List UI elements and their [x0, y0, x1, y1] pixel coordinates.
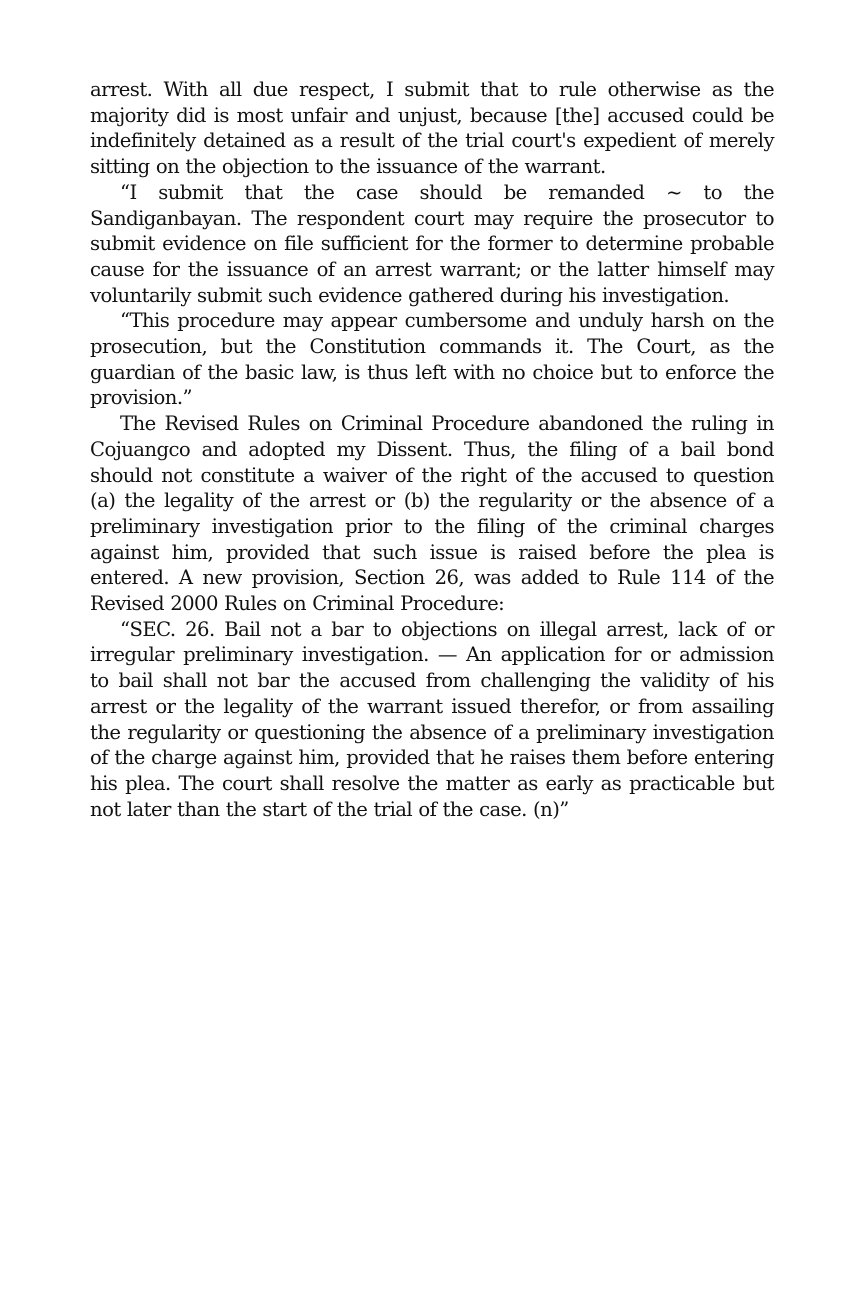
paragraph-section-26: “SEC. 26. Bail not a bar to objections on illegal arrest, lack of or irregular preliminary investigation. — An application for or admission to bail shall not bar the accused from challenging the validity of his arrest or the legality of the warrant issued therefor, or from assailing the regularity or questioning the absence of a preliminary investigation of the charge against him, provided that he raises them before entering his plea. The court shall resolve the matter as early as practicable but not later than the start of the trial of the case. (n)”: [90, 617, 774, 821]
paragraph-revised-rules: The Revised Rules on Criminal Procedure abandoned the ruling in Cojuangco and adopted my Dissent. Thus, the filing of a bail bond should not constitute a waiver of the right of the accused to question (a) the legality of the arrest or (b) the regularity or the absence of a preliminary investigation prior to the filing of the criminal charges against him, provided that such issue is raised before the plea is entered. A new provision, Section 26, was added to Rule 114 of the Revised 2000 Rules on Criminal Procedure:: [90, 412, 774, 616]
document-page: [90, 77, 774, 822]
paragraph-procedure-quote: “This procedure may appear cumbersome and unduly harsh on the prosecution, but the Constitution commands it. The Court, as the guardian of the basic law, is thus left with no choice but to enforce the provision.”: [90, 309, 774, 410]
paragraph-remand-quote: “I submit that the case should be remanded ~ to the Sandiganbayan. The respondent court may require the prosecutor to submit evidence on file sufficient for the former to determine probable cause for the issuance of an arrest warrant; or the latter himself may voluntarily submit such evidence gathered during his investigation.: [90, 180, 774, 307]
paragraph-continuation: arrest. With all due respect, I submit that to rule otherwise as the majority did is most unfair and unjust, because [the] accused could be indefinitely detained as a result of the trial court's expedient of merely sitting on the objection to the issuance of the warrant.: [90, 78, 774, 179]
